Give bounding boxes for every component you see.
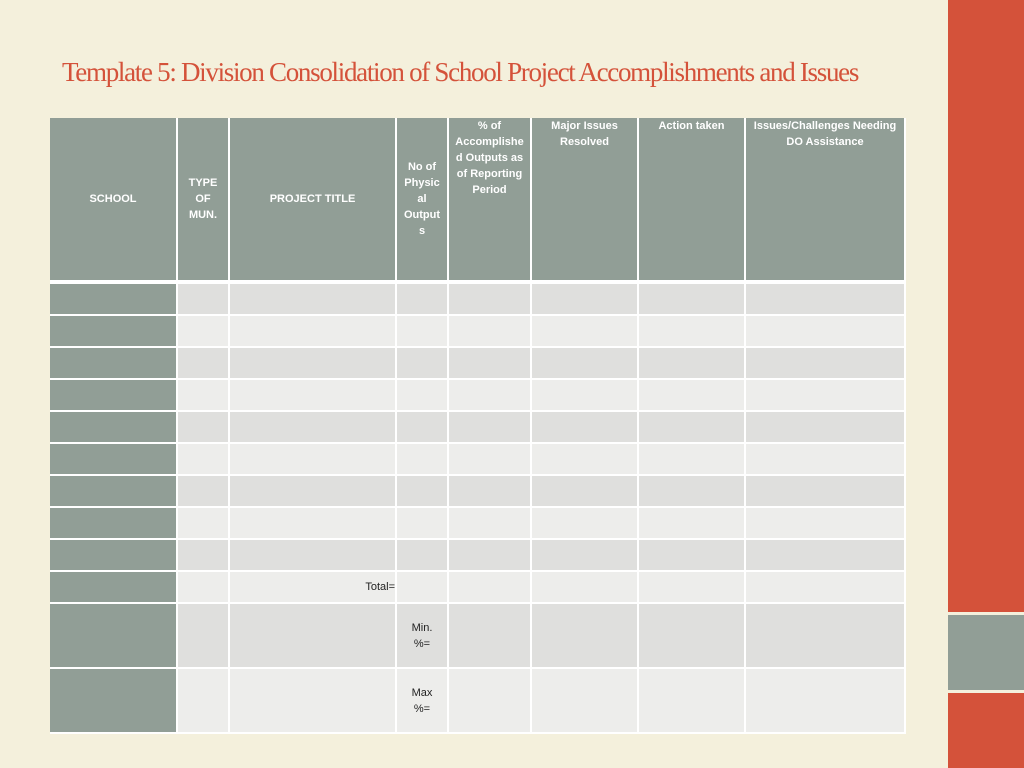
table-cell[interactable] bbox=[532, 284, 639, 316]
table-cell[interactable] bbox=[230, 669, 397, 734]
table-cell[interactable] bbox=[639, 316, 746, 348]
table-header-row bbox=[50, 118, 906, 284]
table-cell[interactable] bbox=[397, 380, 449, 412]
table-cell[interactable] bbox=[178, 508, 230, 540]
max-percent-label: Max %= bbox=[397, 669, 449, 734]
header-issues-needing-assistance: Issues/Challenges Needing DO Assistance bbox=[746, 118, 906, 284]
table-cell[interactable] bbox=[50, 669, 178, 734]
table-cell[interactable] bbox=[746, 380, 906, 412]
table-cell[interactable] bbox=[50, 316, 178, 348]
table-cell[interactable] bbox=[178, 380, 230, 412]
table-cell[interactable] bbox=[449, 284, 532, 316]
table-cell[interactable] bbox=[639, 604, 746, 669]
table-cell[interactable] bbox=[230, 444, 397, 476]
table-cell[interactable] bbox=[50, 444, 178, 476]
table-cell[interactable] bbox=[50, 604, 178, 669]
table-row bbox=[50, 444, 906, 476]
table-cell[interactable] bbox=[532, 412, 639, 444]
table-cell[interactable] bbox=[449, 316, 532, 348]
total-label: Total= bbox=[230, 572, 397, 604]
table-cell[interactable] bbox=[532, 572, 639, 604]
table-cell[interactable] bbox=[178, 540, 230, 572]
header-type-of-mun: TYPE OF MUN. bbox=[178, 118, 230, 284]
table-cell[interactable] bbox=[50, 476, 178, 508]
header-no-of-physical-outputs: No of Physic al Output s bbox=[397, 118, 449, 284]
table-cell[interactable] bbox=[178, 284, 230, 316]
table-cell[interactable] bbox=[746, 508, 906, 540]
table-cell[interactable] bbox=[50, 508, 178, 540]
table-cell[interactable] bbox=[639, 572, 746, 604]
table-cell[interactable] bbox=[178, 572, 230, 604]
header-project-title: PROJECT TITLE bbox=[230, 118, 397, 284]
table-cell[interactable] bbox=[230, 380, 397, 412]
table-cell[interactable] bbox=[639, 669, 746, 734]
table-cell[interactable] bbox=[639, 476, 746, 508]
header-school: SCHOOL bbox=[50, 118, 178, 284]
table-cell[interactable] bbox=[449, 380, 532, 412]
table-cell[interactable] bbox=[746, 540, 906, 572]
table-cell[interactable] bbox=[449, 508, 532, 540]
table-cell[interactable] bbox=[230, 540, 397, 572]
table-cell[interactable] bbox=[746, 284, 906, 316]
table-cell[interactable] bbox=[746, 669, 906, 734]
table-cell[interactable] bbox=[532, 316, 639, 348]
table-cell[interactable] bbox=[178, 604, 230, 669]
table-cell[interactable] bbox=[178, 476, 230, 508]
table-cell[interactable] bbox=[230, 604, 397, 669]
table-cell[interactable] bbox=[397, 540, 449, 572]
table-cell[interactable] bbox=[449, 348, 532, 380]
table-cell[interactable] bbox=[397, 444, 449, 476]
table-row bbox=[50, 316, 906, 348]
table-cell[interactable] bbox=[230, 412, 397, 444]
header-action-taken: Action taken bbox=[639, 118, 746, 284]
table-cell[interactable] bbox=[397, 412, 449, 444]
header-major-issues-resolved: Major Issues Resolved bbox=[532, 118, 639, 284]
table-cell[interactable] bbox=[532, 508, 639, 540]
table-cell[interactable] bbox=[50, 284, 178, 316]
table-cell[interactable] bbox=[50, 380, 178, 412]
table-cell[interactable] bbox=[746, 316, 906, 348]
table-cell[interactable] bbox=[449, 476, 532, 508]
side-accent-bar-middle bbox=[948, 615, 1024, 690]
table-cell[interactable] bbox=[639, 348, 746, 380]
table-row bbox=[50, 284, 906, 316]
side-accent-bar-top bbox=[948, 0, 1024, 612]
min-percent-row bbox=[50, 604, 906, 669]
table-cell[interactable] bbox=[532, 669, 639, 734]
side-accent-bar-bottom bbox=[948, 693, 1024, 768]
table-row bbox=[50, 508, 906, 540]
table-cell[interactable] bbox=[230, 284, 397, 316]
table-cell[interactable] bbox=[397, 284, 449, 316]
table-cell[interactable] bbox=[532, 540, 639, 572]
table-cell[interactable] bbox=[449, 540, 532, 572]
table-cell[interactable] bbox=[746, 444, 906, 476]
table-cell[interactable] bbox=[50, 572, 178, 604]
min-percent-label: Min. %= bbox=[397, 604, 449, 669]
table-cell[interactable] bbox=[178, 348, 230, 380]
max-percent-row bbox=[50, 669, 906, 734]
table-cell[interactable] bbox=[532, 476, 639, 508]
table-cell[interactable] bbox=[50, 540, 178, 572]
table-cell[interactable] bbox=[178, 412, 230, 444]
table-cell[interactable] bbox=[532, 444, 639, 476]
total-row bbox=[50, 572, 906, 604]
table-row bbox=[50, 412, 906, 444]
table-cell[interactable] bbox=[639, 540, 746, 572]
total-value-cell[interactable] bbox=[397, 572, 449, 604]
table-row bbox=[50, 348, 906, 380]
table-cell[interactable] bbox=[639, 284, 746, 316]
page-title: Template 5: Division Consolidation of School Project Accomplishments and Issues bbox=[62, 57, 859, 87]
table-cell[interactable] bbox=[746, 572, 906, 604]
table-cell[interactable] bbox=[50, 348, 178, 380]
table-cell[interactable] bbox=[178, 669, 230, 734]
table-cell[interactable] bbox=[449, 572, 532, 604]
table-cell[interactable] bbox=[746, 604, 906, 669]
min-percent-value-cell[interactable] bbox=[449, 604, 532, 669]
table-cell[interactable] bbox=[532, 348, 639, 380]
table-cell[interactable] bbox=[746, 348, 906, 380]
table-cell[interactable] bbox=[230, 316, 397, 348]
table-cell[interactable] bbox=[178, 316, 230, 348]
table-row bbox=[50, 380, 906, 412]
table-row bbox=[50, 476, 906, 508]
table-cell[interactable] bbox=[746, 412, 906, 444]
table-cell[interactable] bbox=[397, 348, 449, 380]
table-cell[interactable] bbox=[178, 444, 230, 476]
table-cell[interactable] bbox=[639, 508, 746, 540]
table-cell[interactable] bbox=[532, 380, 639, 412]
table-cell[interactable] bbox=[639, 444, 746, 476]
table-cell[interactable] bbox=[50, 412, 178, 444]
consolidation-table bbox=[50, 118, 906, 734]
table-cell[interactable] bbox=[230, 508, 397, 540]
table-cell[interactable] bbox=[746, 476, 906, 508]
max-percent-value-cell[interactable] bbox=[449, 669, 532, 734]
table-cell[interactable] bbox=[397, 316, 449, 348]
table-cell[interactable] bbox=[397, 508, 449, 540]
table-cell[interactable] bbox=[532, 604, 639, 669]
table-cell[interactable] bbox=[449, 444, 532, 476]
table-cell[interactable] bbox=[639, 412, 746, 444]
table-cell[interactable] bbox=[397, 476, 449, 508]
table-cell[interactable] bbox=[449, 412, 532, 444]
table-cell[interactable] bbox=[230, 476, 397, 508]
table-row bbox=[50, 540, 906, 572]
table-cell[interactable] bbox=[230, 348, 397, 380]
table-cell[interactable] bbox=[639, 380, 746, 412]
header-percent-accomplished: % of Accomplishe d Outputs as of Reporting Period bbox=[449, 118, 532, 284]
